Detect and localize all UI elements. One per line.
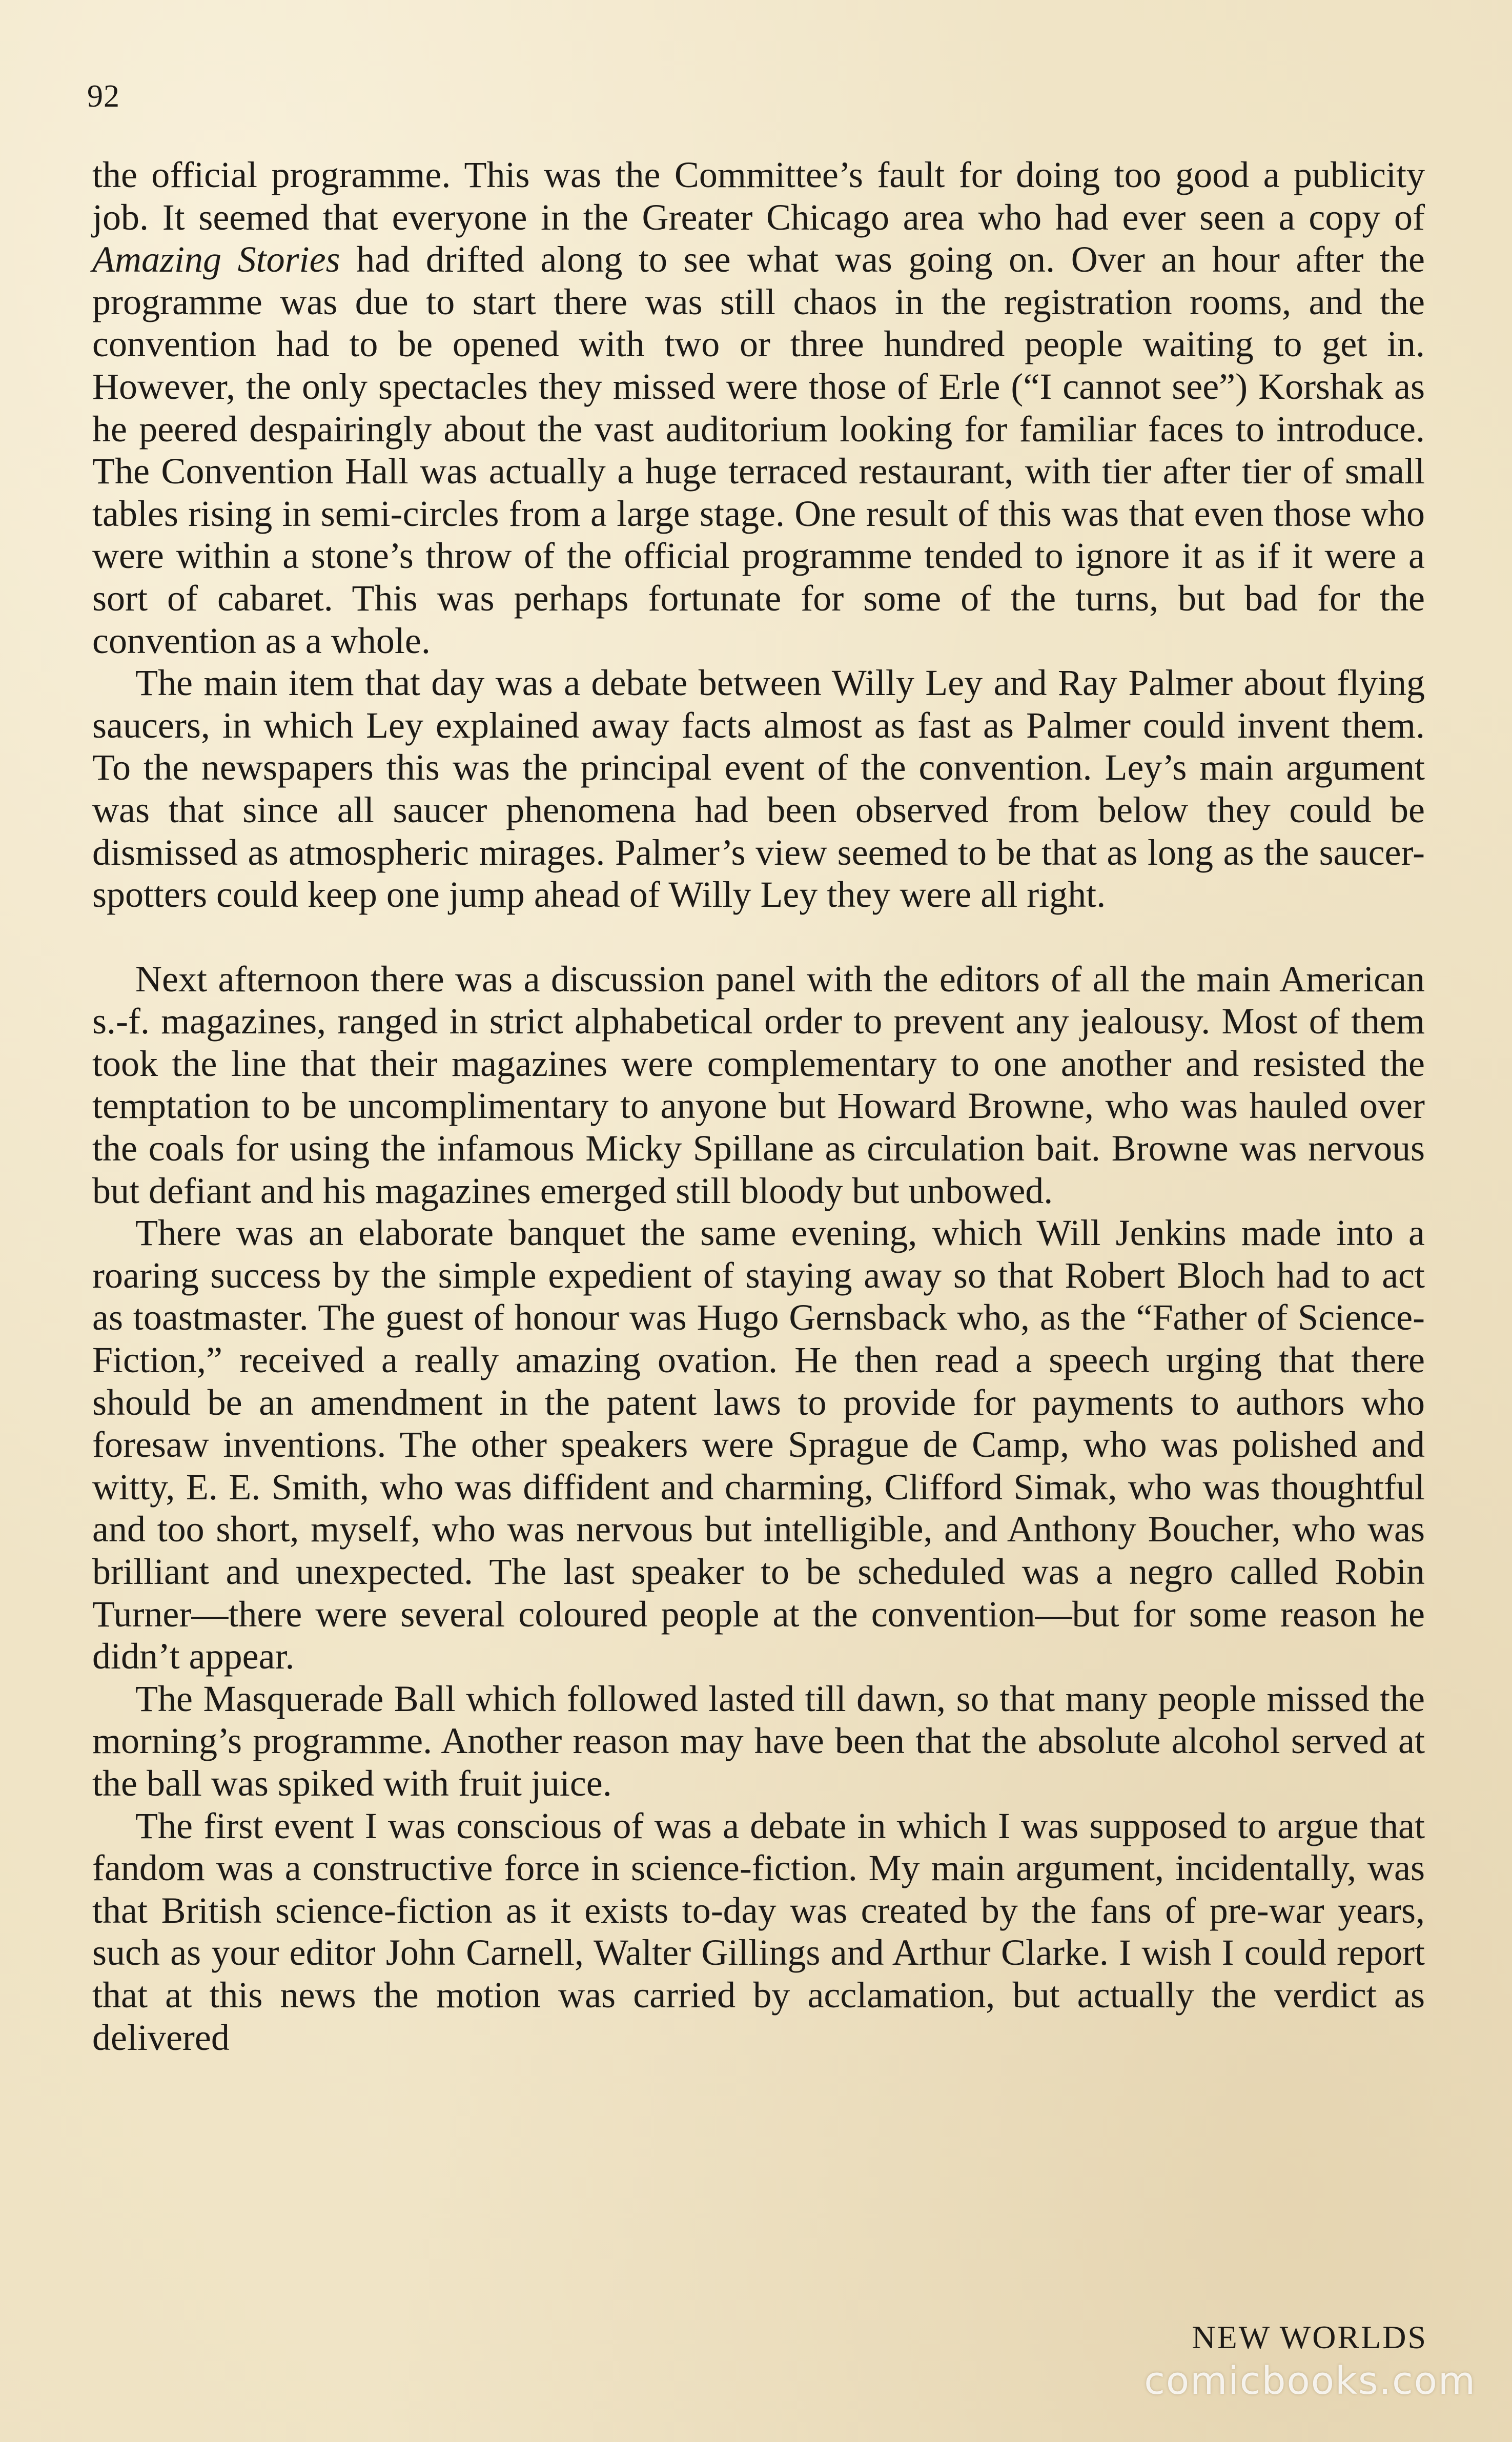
body-paragraph <box>92 1212 1425 1678</box>
body-paragraph <box>92 662 1425 916</box>
italic-title-text: Amazing Stories <box>92 239 340 280</box>
magazine-name-footer: NEW WORLDS <box>1192 2319 1427 2355</box>
site-watermark: comicbooks.com <box>1144 2359 1476 2403</box>
page-number: 92 <box>87 79 120 114</box>
article-body <box>92 154 1425 2059</box>
section-break <box>92 916 1425 958</box>
body-paragraph <box>92 1678 1425 1805</box>
paragraph-text: had drifted along to see what was going on. Over an hour after the programme was due to start there was still chaos in the registration rooms, and the convention had to be opened with two or three hundred people waiting to get in. However, the only spectacles they missed were those of Erle (“I cannot see”) Korshak as he peered despairingly about the vast auditorium looking for familiar faces to introduce. The Convention Hall was actually a huge terraced restaurant, with tier after tier of small tables rising in semi-circles from a large stage. One result of this was that even those who were within a stone’s throw of the official programme tended to ignore it as if it were a sort of cabaret. This was perhaps fortunate for some of the turns, but bad for the convention as a whole. <box>92 239 1425 661</box>
paragraph-text: Next afternoon there was a discussion panel with the editors of all the main American s.-f. magazines, ranged in strict alphabetical order to prevent any jealousy. Most of them took the line that their magazines were complementary to one another and resisted the temptation to be uncomplimentary to anyone but Howard Browne, who was hauled over the coals for using the infamous Micky Spillane as circulation bait. Browne was nervous but defiant and his magazines emerged still bloody but unbowed. <box>92 958 1425 1211</box>
paragraph-text: The Masquerade Ball which followed lasted till dawn, so that many people missed the morning’s programme. Another reason may have been that the absolute alcohol served at the ball was spiked with fruit juice. <box>92 1678 1425 1804</box>
paragraph-text: The first event I was conscious of was a debate in which I was supposed to argue that fandom was a constructive force in science-fiction. My main argument, incidentally, was that British science-fiction as it exists to-day was created by the fans of pre-war years, such as your editor John Carnell, Walter Gillings and Arthur Clarke. I wish I could report that at this news the motion was carried by acclamation, but actually the verdict as delivered <box>92 1805 1425 2058</box>
paragraph-text: There was an elaborate banquet the same evening, which Will Jenkins made into a roaring success by the simple expedient of staying away so that Robert Bloch had to act as toastmaster. The guest of honour was Hugo Gernsback who, as the “Father of Science-Fiction,” received a really amazing ovation. He then read a speech urging that there should be an amendment in the patent laws to provide for payments to authors who foresaw inventions. The other speakers were Sprague de Camp, who was polished and witty, E. E. Smith, who was diffident and charming, Clifford Simak, who was thoughtful and too short, myself, who was nervous but intelligible, and Anthony Boucher, who was brilliant and unexpected. The last speaker to be scheduled was a negro called Robin Turner—there were several coloured people at the convention—but for some reason he didn’t appear. <box>92 1212 1425 1677</box>
paragraph-text: the official programme. This was the Committee’s fault for doing too good a publicity job. It seemed that everyone in the Greater Chicago area who had ever seen a copy of <box>92 154 1425 238</box>
body-paragraph <box>92 154 1425 662</box>
body-paragraph <box>92 1805 1425 2059</box>
paragraph-text: The main item that day was a debate between Willy Ley and Ray Palmer about flying saucers, in which Ley explained away facts almost as fast as Palmer could invent them. To the newspapers this was the principal event of the convention. Ley’s main argument was that since all saucer phenomena had been observed from below they could be dismissed as atmospheric mirages. Palmer’s view seemed to be that as long as the saucer-spotters could keep one jump ahead of Willy Ley they were all right. <box>92 662 1425 915</box>
body-paragraph <box>92 958 1425 1212</box>
